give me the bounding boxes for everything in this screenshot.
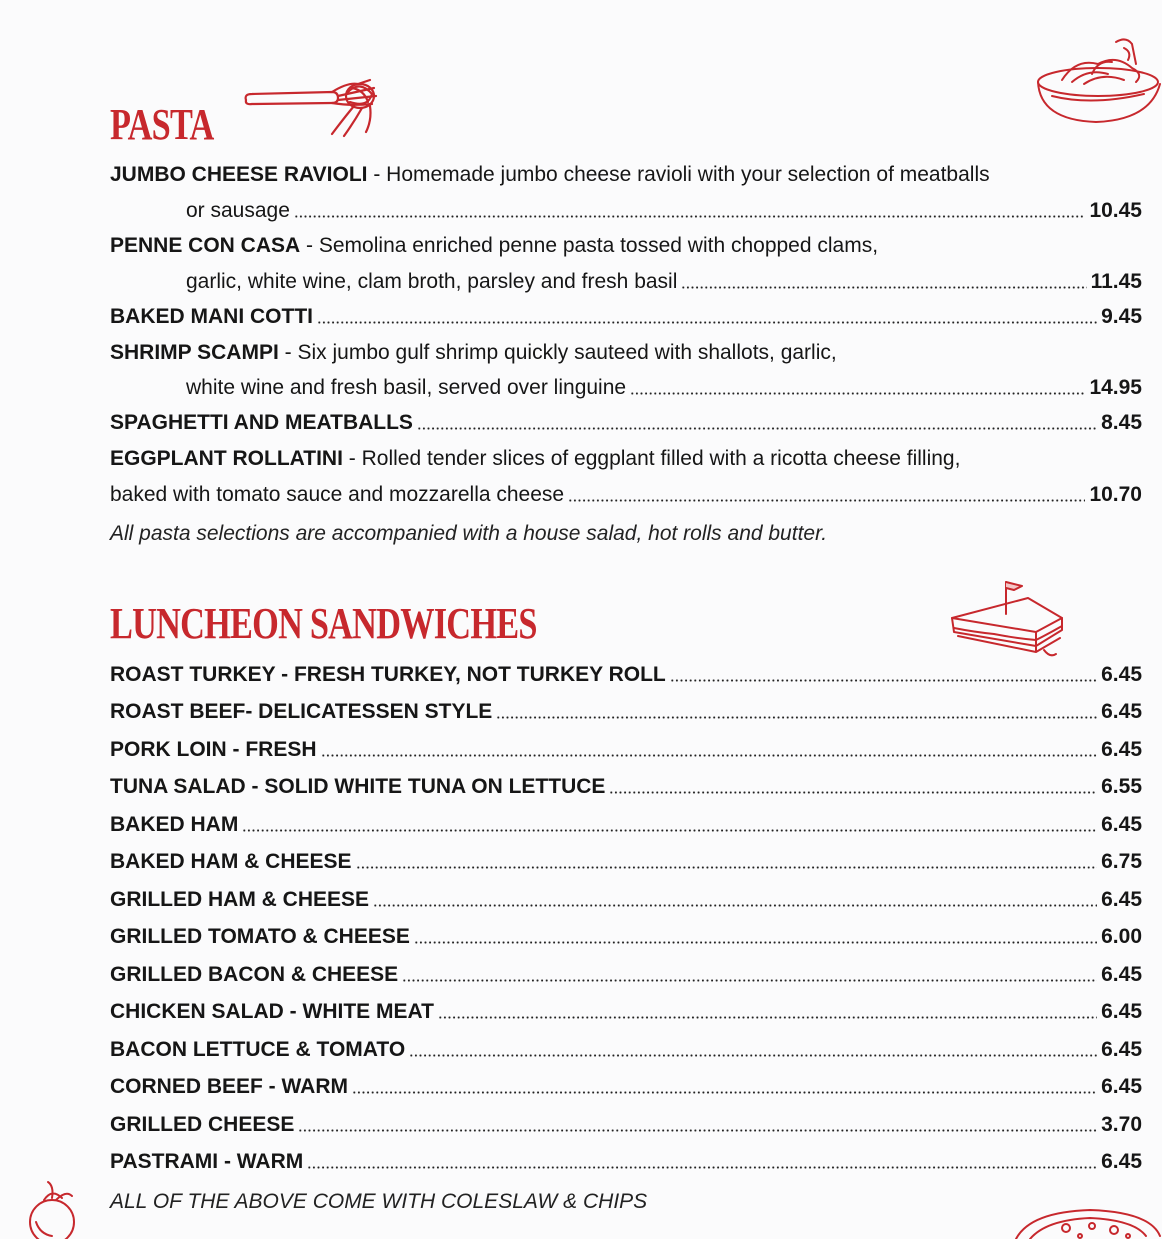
item-name: GRILLED CHEESE bbox=[110, 1113, 295, 1136]
dot-leader bbox=[630, 392, 1085, 395]
item-separator: - bbox=[278, 341, 298, 364]
item-description: Rolled tender slices of eggplant filled with a ricotta cheese filling, bbox=[361, 447, 961, 470]
item-price: 8.45 bbox=[1101, 411, 1142, 434]
item-name: BAKED HAM bbox=[110, 813, 239, 836]
item-description-cont: white wine and fresh basil, served over linguine bbox=[186, 376, 627, 399]
item-name: SHRIMP SCAMPI bbox=[110, 341, 279, 364]
item-price: 6.45 bbox=[1101, 963, 1142, 986]
item-name: PENNE CON CASA bbox=[110, 234, 301, 257]
menu-item bbox=[110, 1069, 1142, 1099]
dot-leader bbox=[356, 866, 1098, 869]
item-description-cont: baked with tomato sauce and mozzarella cheese bbox=[110, 483, 565, 506]
pasta-heading: PASTA bbox=[110, 100, 214, 149]
dot-leader bbox=[294, 215, 1086, 218]
item-price: 6.45 bbox=[1101, 1075, 1142, 1098]
menu-item-continuation bbox=[186, 370, 1142, 400]
item-price: 6.75 bbox=[1101, 850, 1142, 873]
item-name: PASTRAMI - WARM bbox=[110, 1150, 304, 1173]
menu-item-penne-con-casa bbox=[110, 228, 1142, 258]
item-price: 6.45 bbox=[1101, 738, 1142, 761]
item-name: TUNA SALAD - SOLID WHITE TUNA ON LETTUCE bbox=[110, 775, 606, 798]
item-price: 11.45 bbox=[1090, 270, 1142, 293]
item-description: Homemade jumbo cheese ravioli with your selection of meatballs bbox=[386, 163, 990, 186]
item-description-cont: or sausage bbox=[186, 199, 290, 222]
item-name: PORK LOIN - FRESH bbox=[110, 738, 317, 761]
menu-item bbox=[110, 732, 1142, 762]
item-price: 6.45 bbox=[1101, 1150, 1142, 1173]
item-name: ROAST BEEF- DELICATESSEN STYLE bbox=[110, 700, 493, 723]
dot-leader bbox=[681, 286, 1086, 289]
dot-leader bbox=[242, 829, 1097, 832]
menu-item-continuation bbox=[110, 477, 1142, 507]
dot-leader bbox=[496, 716, 1097, 719]
item-description-cont: garlic, white wine, clam broth, parsley and fresh basil bbox=[186, 270, 678, 293]
dot-leader bbox=[670, 679, 1097, 682]
dot-leader bbox=[298, 1129, 1097, 1132]
menu-item bbox=[110, 919, 1142, 949]
item-separator: - bbox=[367, 163, 387, 186]
menu-item bbox=[110, 657, 1142, 687]
menu-item-eggplant-rollatini bbox=[110, 441, 1142, 471]
item-name: BACON LETTUCE & TOMATO bbox=[110, 1038, 406, 1061]
item-separator: - bbox=[342, 447, 362, 470]
menu-item-jumbo-cheese-ravioli bbox=[110, 157, 1154, 187]
item-price: 6.45 bbox=[1101, 813, 1142, 836]
item-name: GRILLED BACON & CHEESE bbox=[110, 963, 399, 986]
menu-item bbox=[110, 844, 1142, 874]
item-price: 10.45 bbox=[1089, 199, 1142, 222]
menu-item bbox=[110, 694, 1142, 724]
item-name: BAKED HAM & CHEESE bbox=[110, 850, 352, 873]
item-name: JUMBO CHEESE RAVIOLI bbox=[110, 163, 368, 186]
dot-leader bbox=[307, 1166, 1097, 1169]
menu-item bbox=[110, 957, 1142, 987]
pizza-icon bbox=[1010, 1206, 1162, 1239]
pasta-bowl-icon bbox=[1032, 34, 1162, 126]
pasta-note: All pasta selections are accompanied with a house salad, hot rolls and butter. bbox=[110, 522, 828, 545]
menu-item bbox=[110, 994, 1142, 1024]
item-name: ROAST TURKEY - FRESH TURKEY, NOT TURKEY ROLL bbox=[110, 663, 666, 686]
item-name: SPAGHETTI AND MEATBALLS bbox=[110, 411, 413, 434]
menu-item-continuation bbox=[186, 193, 1142, 223]
item-price: 6.45 bbox=[1101, 888, 1142, 911]
dot-leader bbox=[321, 754, 1098, 757]
dot-leader bbox=[417, 427, 1097, 430]
item-price: 14.95 bbox=[1089, 376, 1142, 399]
menu-item-shrimp-scampi bbox=[110, 335, 1142, 365]
tomato-icon bbox=[22, 1178, 86, 1239]
menu-item bbox=[110, 882, 1142, 912]
item-name: CHICKEN SALAD - WHITE MEAT bbox=[110, 1000, 434, 1023]
sandwiches-note: ALL OF THE ABOVE COME WITH COLESLAW & CHIPS bbox=[110, 1190, 648, 1213]
item-price: 9.45 bbox=[1101, 305, 1142, 328]
item-name: EGGPLANT ROLLATINI bbox=[110, 447, 343, 470]
menu-item-baked-mani-cotti bbox=[110, 299, 1142, 329]
menu-item bbox=[110, 807, 1142, 837]
item-price: 6.45 bbox=[1101, 1000, 1142, 1023]
item-name: GRILLED HAM & CHEESE bbox=[110, 888, 370, 911]
dot-leader bbox=[352, 1091, 1097, 1094]
item-name: GRILLED TOMATO & CHEESE bbox=[110, 925, 410, 948]
dot-leader bbox=[409, 1054, 1097, 1057]
item-price: 3.70 bbox=[1101, 1113, 1142, 1136]
menu-item-continuation bbox=[186, 264, 1142, 294]
dot-leader bbox=[438, 1016, 1097, 1019]
dot-leader bbox=[568, 499, 1085, 502]
menu-item bbox=[110, 769, 1142, 799]
menu-item-spaghetti-and-meatballs bbox=[110, 405, 1142, 435]
sandwiches-heading: LUNCHEON SANDWICHES bbox=[110, 599, 537, 648]
sandwich-icon bbox=[944, 574, 1068, 666]
item-separator: - bbox=[300, 234, 319, 257]
item-price: 6.45 bbox=[1101, 700, 1142, 723]
dot-leader bbox=[609, 791, 1097, 794]
dot-leader bbox=[414, 941, 1097, 944]
item-price: 6.55 bbox=[1101, 775, 1142, 798]
dot-leader bbox=[317, 321, 1097, 324]
menu-item bbox=[110, 1107, 1142, 1137]
item-price: 10.70 bbox=[1089, 483, 1142, 506]
fork-with-pasta-icon bbox=[240, 72, 395, 142]
menu-item bbox=[110, 1032, 1142, 1062]
item-description: Semolina enriched penne pasta tossed with chopped clams, bbox=[318, 234, 879, 257]
item-price: 6.45 bbox=[1101, 663, 1142, 686]
menu-item bbox=[110, 1144, 1142, 1174]
item-description: Six jumbo gulf shrimp quickly sauteed with shallots, garlic, bbox=[297, 341, 837, 364]
item-name: BAKED MANI COTTI bbox=[110, 305, 313, 328]
dot-leader bbox=[402, 979, 1097, 982]
dot-leader bbox=[373, 904, 1097, 907]
item-name: CORNED BEEF - WARM bbox=[110, 1075, 348, 1098]
item-price: 6.00 bbox=[1101, 925, 1142, 948]
item-price: 6.45 bbox=[1101, 1038, 1142, 1061]
